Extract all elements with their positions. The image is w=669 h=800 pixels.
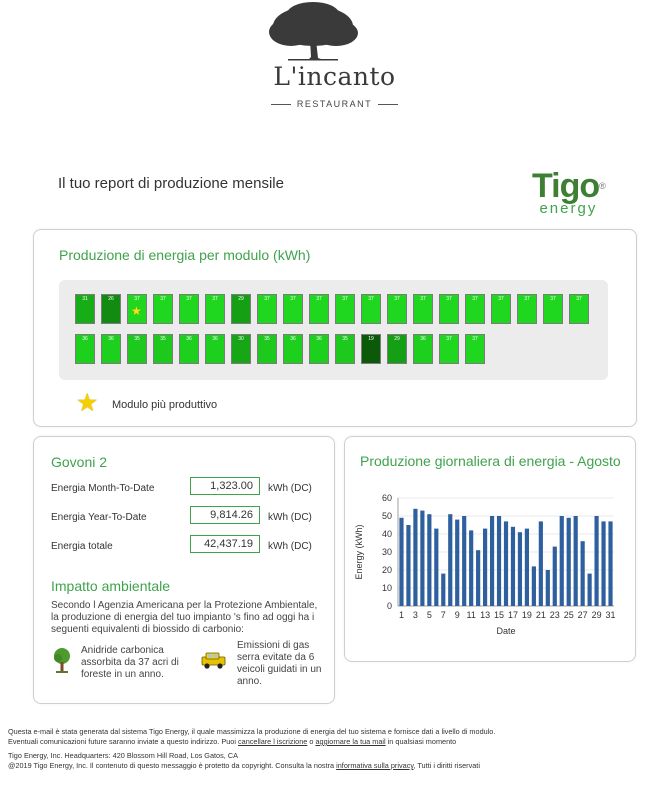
- bar-day-19: [525, 529, 529, 606]
- module-tile[interactable]: [335, 294, 355, 324]
- module-value: 37: [134, 296, 140, 302]
- module-tile[interactable]: [387, 334, 407, 364]
- bar-day-7: [441, 574, 445, 606]
- x-tick-label: 15: [494, 610, 505, 620]
- x-tick-label: 17: [507, 610, 518, 620]
- star-icon: ★: [76, 389, 99, 417]
- module-value: 37: [186, 296, 192, 302]
- y-tick-label: 30: [381, 547, 392, 557]
- module-tile[interactable]: [491, 294, 511, 324]
- bar-day-9: [455, 520, 459, 606]
- tigo-energy-text: energy: [539, 200, 598, 217]
- module-value: 36: [108, 336, 114, 342]
- footer-line-2a: Eventuali comunicazioni future saranno inviate a questo indirizzo. Puoi: [8, 737, 238, 746]
- module-tile[interactable]: [283, 334, 303, 364]
- impact-title: Impatto ambientale: [51, 578, 171, 594]
- module-value: 35: [160, 336, 166, 342]
- privacy-link[interactable]: informativa sulla privacy: [336, 761, 414, 770]
- module-value: 37: [290, 296, 296, 302]
- module-value: 36: [186, 336, 192, 342]
- bar-day-24: [560, 516, 564, 606]
- bar-day-3: [413, 509, 417, 606]
- module-value: 37: [498, 296, 504, 302]
- bar-day-20: [532, 566, 536, 606]
- x-tick-label: 23: [549, 610, 560, 620]
- y-tick-label: 40: [381, 529, 392, 539]
- x-tick-label: 3: [412, 610, 418, 620]
- module-value: 37: [264, 296, 270, 302]
- module-tile[interactable]: [127, 334, 147, 364]
- module-tile[interactable]: [413, 334, 433, 364]
- best-module-legend-label: Modulo più produttivo: [112, 399, 218, 411]
- module-value: 37: [342, 296, 348, 302]
- stat-unit-total: kWh (DC): [268, 541, 312, 552]
- bar-day-31: [608, 521, 612, 606]
- module-tile[interactable]: [543, 294, 563, 324]
- module-value: 37: [368, 296, 374, 302]
- bar-day-22: [546, 570, 550, 606]
- module-value: 36: [316, 336, 322, 342]
- module-value: 37: [446, 336, 452, 342]
- tigo-word: [532, 167, 605, 205]
- module-value: 36: [212, 336, 218, 342]
- chart-title: Produzione giornaliera di energia - Agosto: [360, 453, 621, 469]
- module-tile[interactable]: [257, 294, 277, 324]
- module-tile[interactable]: [101, 334, 121, 364]
- module-value: 37: [446, 296, 452, 302]
- x-tick-label: 5: [426, 610, 432, 620]
- module-value: 35: [264, 336, 270, 342]
- stat-label-year: Energia Year-To-Date: [51, 512, 147, 523]
- module-tile[interactable]: [179, 294, 199, 324]
- x-tick-label: 9: [454, 610, 460, 620]
- unsubscribe-link[interactable]: cancellare l iscrizione: [237, 737, 308, 746]
- bar-day-4: [420, 511, 424, 606]
- tree-equivalent-text: Anidride carbonica assorbita da 37 acri di foreste in un anno.: [81, 645, 179, 680]
- y-tick-label: 50: [381, 511, 392, 521]
- module-tile[interactable]: [257, 334, 277, 364]
- footer-line-4: [8, 761, 663, 771]
- stat-value-month: 1,323.00: [190, 477, 260, 495]
- restaurant-logo-tree-icon: [258, 0, 368, 115]
- bar-day-5: [427, 514, 431, 606]
- footer-line-2: [8, 737, 663, 747]
- footer-line-4b: , Tutti i diritti riservati: [413, 761, 480, 770]
- bar-day-11: [469, 530, 473, 606]
- module-tile[interactable]: [205, 294, 225, 324]
- module-tile[interactable]: [413, 294, 433, 324]
- module-layout: [59, 280, 608, 380]
- x-tick-label: 27: [577, 610, 588, 620]
- module-value: 37: [420, 296, 426, 302]
- module-tile[interactable]: [283, 294, 303, 324]
- bar-day-13: [483, 529, 487, 606]
- module-tile[interactable]: [153, 294, 173, 324]
- bar-day-15: [497, 516, 501, 606]
- footer: [8, 727, 663, 771]
- bar-day-8: [448, 514, 452, 606]
- brand-tagline: RESTAURANT: [0, 99, 669, 109]
- footer-line-1: Questa e-mail è stata generata dal sistema Tigo Energy, il quale massimizza la produzione di energia del tuo sistema e fornisce dati a livello di modulo.: [8, 727, 496, 736]
- bar-day-2: [406, 525, 410, 606]
- module-value: 37: [394, 296, 400, 302]
- tigo-registered-mark: ®: [599, 181, 605, 191]
- module-value: 19: [368, 336, 374, 342]
- module-tile[interactable]: [75, 294, 95, 324]
- bar-day-18: [518, 532, 522, 606]
- module-tile[interactable]: [465, 294, 485, 324]
- module-value: 37: [160, 296, 166, 302]
- brand-name: L'incanto: [273, 62, 396, 91]
- x-tick-label: 13: [480, 610, 491, 620]
- tigo-word-text: Tigo: [532, 167, 600, 205]
- stat-unit-year: kWh (DC): [268, 512, 312, 523]
- x-tick-label: 29: [591, 610, 602, 620]
- x-tick-label: 11: [466, 610, 476, 620]
- x-tick-label: 25: [563, 610, 574, 620]
- y-tick-label: 60: [381, 493, 392, 503]
- stat-value-year: 9,814.26: [190, 506, 260, 524]
- modules-panel-title: Produzione di energia per modulo (kWh): [59, 247, 311, 263]
- module-value: 36: [290, 336, 296, 342]
- tree-icon: [52, 647, 72, 673]
- footer-line-3: Tigo Energy, Inc. Headquarters: 420 Blossom Hill Road, Los Gatos, CA: [8, 751, 238, 760]
- tigo-energy-logo: [532, 167, 605, 217]
- car-equivalent-text: Emissioni di gas serra evitate da 6 veicoli guidati in un anno.: [237, 640, 322, 687]
- y-axis-label: Energy (kWh): [354, 524, 364, 580]
- footer-line-4a: @2019 Tigo Energy, Inc. Il contenuto di questo messaggio è protetto da copyright. Consulta la nostra: [8, 761, 337, 770]
- module-tile[interactable]: [153, 334, 173, 364]
- module-value: 37: [212, 296, 218, 302]
- x-tick-label: 21: [535, 610, 546, 620]
- module-value: 37: [472, 296, 478, 302]
- module-value: 36: [82, 336, 88, 342]
- footer-line-2b: o: [307, 737, 316, 746]
- module-tile[interactable]: [439, 294, 459, 324]
- stat-label-total: Energia totale: [51, 541, 113, 552]
- module-tile[interactable]: [361, 334, 381, 364]
- stat-label-month: Energia Month-To-Date: [51, 483, 155, 494]
- bar-day-6: [434, 529, 438, 606]
- bar-day-26: [574, 516, 578, 606]
- best-module-star-icon: ★: [131, 304, 142, 318]
- bar-day-21: [539, 521, 543, 606]
- daily-energy-chart: [344, 480, 634, 650]
- module-tile[interactable]: [439, 334, 459, 364]
- module-tile[interactable]: [179, 334, 199, 364]
- module-value: 26: [108, 296, 114, 302]
- module-value: 29: [394, 336, 400, 342]
- module-tile[interactable]: [205, 334, 225, 364]
- bar-day-30: [601, 521, 605, 606]
- bar-day-29: [594, 516, 598, 606]
- bar-day-28: [588, 574, 592, 606]
- bar-day-23: [553, 547, 557, 606]
- x-tick-label: 31: [605, 610, 616, 620]
- module-tile[interactable]: [231, 334, 251, 364]
- bar-day-14: [490, 516, 494, 606]
- x-tick-label: 19: [521, 610, 532, 620]
- module-value: 30: [238, 336, 244, 342]
- module-tile[interactable]: [465, 334, 485, 364]
- module-tile[interactable]: [309, 334, 329, 364]
- module-tile[interactable]: [361, 294, 381, 324]
- x-axis-label: Date: [496, 626, 516, 636]
- car-icon: [200, 651, 227, 669]
- y-tick-label: 0: [386, 601, 392, 611]
- module-value: 37: [524, 296, 530, 302]
- bar-day-27: [581, 541, 585, 606]
- x-tick-label: 1: [398, 610, 404, 620]
- module-tile[interactable]: [101, 294, 121, 324]
- module-tile[interactable]: [387, 294, 407, 324]
- footer-line-2c: in qualsiasi momento: [385, 737, 457, 746]
- module-value: 29: [238, 296, 244, 302]
- module-value: 31: [82, 296, 88, 302]
- module-tile[interactable]: [569, 294, 589, 324]
- y-tick-label: 10: [381, 583, 392, 593]
- bar-day-17: [511, 527, 515, 606]
- impact-description: Secondo l Agenzia Americana per la Protezione Ambientale, la produzione di energia del tuo impianto 's fino ad oggi ha i seguenti equivalenti di biossido di carbonio:: [51, 600, 318, 635]
- bar-day-1: [399, 518, 403, 606]
- module-tile[interactable]: [335, 334, 355, 364]
- bar-day-25: [567, 518, 571, 606]
- report-title: Il tuo report di produzione mensile: [58, 175, 284, 192]
- stat-unit-month: kWh (DC): [268, 483, 312, 494]
- module-value: 36: [420, 336, 426, 342]
- module-tile[interactable]: [231, 294, 251, 324]
- bar-day-16: [504, 521, 508, 606]
- site-name: Govoni 2: [51, 454, 108, 470]
- module-value: 35: [342, 336, 348, 342]
- module-value: 35: [134, 336, 140, 342]
- module-value: 37: [576, 296, 582, 302]
- module-tile[interactable]: [127, 294, 147, 324]
- bar-day-12: [476, 550, 480, 606]
- update-email-link[interactable]: aggiornare la tua mail: [315, 737, 386, 746]
- module-value: 37: [472, 336, 478, 342]
- module-value: 37: [316, 296, 322, 302]
- module-tile[interactable]: [75, 334, 95, 364]
- x-tick-label: 7: [440, 610, 446, 620]
- module-tile[interactable]: [309, 294, 329, 324]
- stat-value-total: 42,437.19: [190, 535, 260, 553]
- module-value: 37: [550, 296, 556, 302]
- bar-day-10: [462, 516, 466, 606]
- module-tile[interactable]: [517, 294, 537, 324]
- y-tick-label: 20: [381, 565, 392, 575]
